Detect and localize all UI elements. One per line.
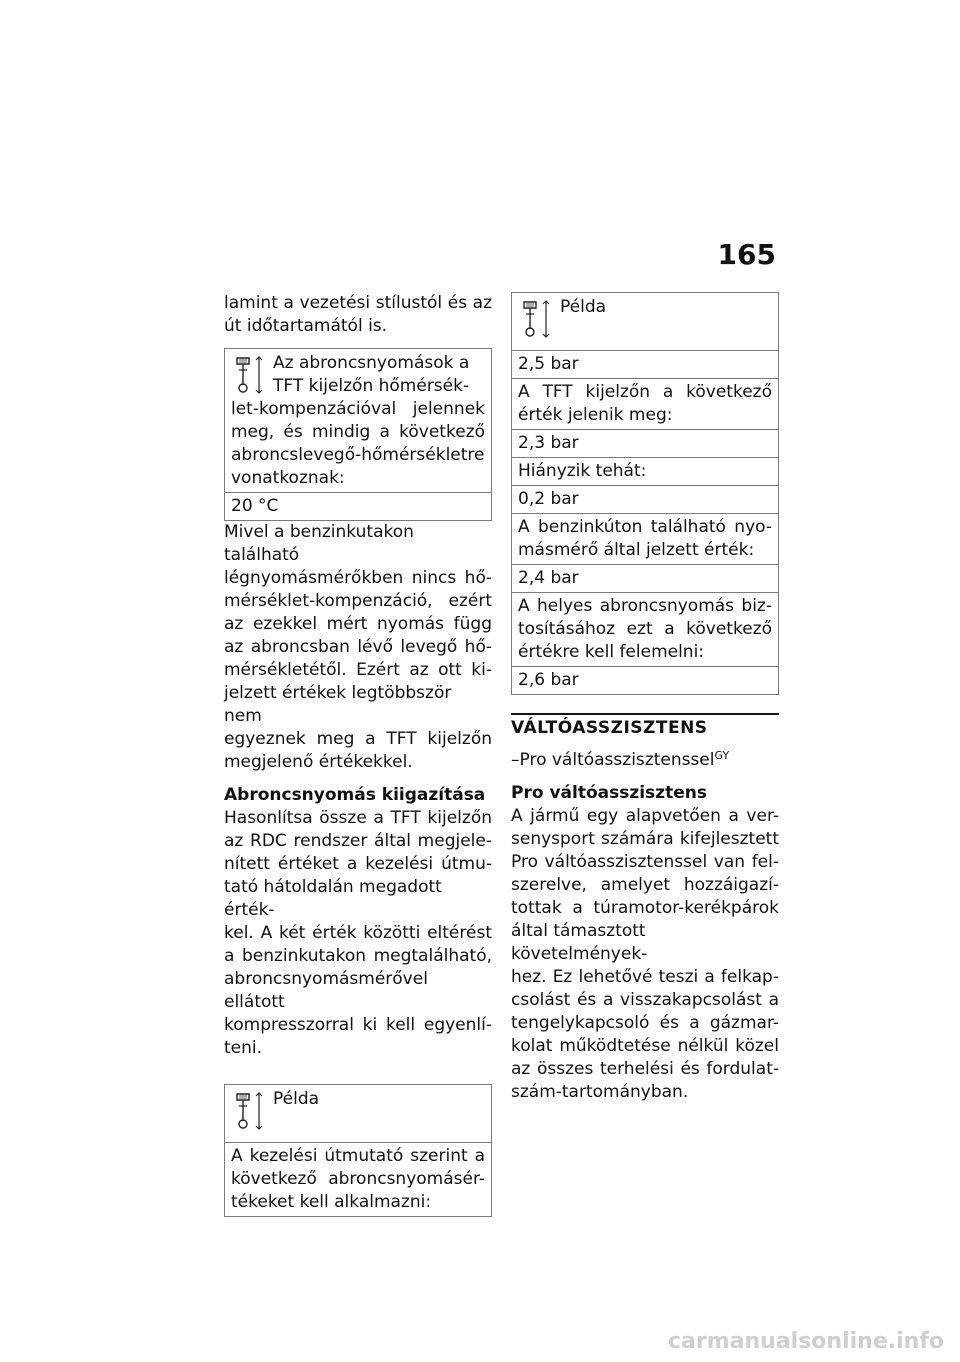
note-text-line: következő abroncsnyomásér- <box>231 1169 485 1189</box>
option-line <box>511 744 779 772</box>
note-header <box>225 1085 491 1142</box>
text-line: csolást és a visszakapcsolást a <box>511 990 779 1010</box>
tire-pressure-gauge-icon <box>233 355 267 395</box>
text-line: által támasztott követelmények- <box>511 921 648 964</box>
pressure-value: 2,5 bar <box>518 354 579 374</box>
text-line: Hasonlítsa össze a TFT kijelzőn <box>224 808 492 828</box>
text-line: Pro váltóasszisztenssel van fel- <box>511 852 779 872</box>
text-line: teni. <box>224 1038 263 1058</box>
text-line: kompresszorral ki kell egyenlí- <box>224 1015 492 1035</box>
text-line: az ezekkel mért nyomás függ <box>224 614 492 634</box>
text-line: szerelve, amelyet hozzáigazí- <box>511 875 779 895</box>
tire-pressure-gauge-icon <box>233 1091 267 1131</box>
note-text-row <box>512 592 778 666</box>
temperature-value: 20 °C <box>231 496 279 516</box>
section-subheading: Pro váltóasszisztens <box>511 783 707 803</box>
note-text-line: vonatkoznak: <box>231 468 345 488</box>
watermark-link[interactable]: carmanualsonline.info <box>668 1329 944 1354</box>
note-text-line: A helyes abroncsnyomás biz- <box>518 596 772 616</box>
text-line: az abroncsban lévő levegő hő- <box>224 637 492 657</box>
note-box-temperature <box>224 348 492 521</box>
text-line: jelzett értékek legtöbbször nem <box>224 683 452 726</box>
note-title: Példa <box>560 297 607 317</box>
pressure-value: 2,3 bar <box>518 433 579 453</box>
text-line: szám-tartományban. <box>511 1082 689 1102</box>
text-line: lamint a vezetési stílustól és az <box>224 293 492 313</box>
option-text: –Pro váltóasszisztenssel <box>511 750 715 770</box>
note-header <box>225 349 491 492</box>
shift-assistant-paragraph <box>511 782 779 1104</box>
section-divider <box>511 713 779 740</box>
note-text-line: A kezelési útmutató szerint a <box>231 1146 485 1166</box>
text-line: egyeznek meg a TFT kijelzőn <box>224 729 492 749</box>
pressure-value: 2,6 bar <box>518 670 579 690</box>
note-text-row <box>512 457 778 485</box>
text-line: Mivel a benzinkutakon található <box>224 522 414 565</box>
text-line: mérsékletétől. Ezért az ott ki- <box>224 660 492 680</box>
adjust-paragraph <box>224 784 492 1060</box>
note-text-line: értékre kell felemelni: <box>518 642 705 662</box>
text-line: út időtartamától is. <box>224 316 388 336</box>
text-line: kel. A két érték közötti eltérést <box>224 923 492 943</box>
note-text-line: A benzinkúton található nyo- <box>518 517 772 537</box>
value-row <box>512 485 778 513</box>
right-column <box>511 292 779 1114</box>
note-text-line: másmérő által jelzett érték: <box>518 540 755 560</box>
text-line: abroncsnyomásmérővel ellátott <box>224 969 428 1012</box>
text-line: a benzinkutakon megtalálható, <box>224 946 492 966</box>
note-header <box>512 293 778 350</box>
note-box-example-2 <box>511 292 779 695</box>
note-value-row <box>225 492 491 520</box>
text-line: senysport számára kifejlesztett <box>511 829 779 849</box>
intro-paragraph <box>224 292 492 338</box>
note-text-line: érték jelenik meg: <box>518 405 673 425</box>
value-row <box>512 666 778 694</box>
option-code: GY <box>714 749 730 762</box>
note-text-row <box>512 378 778 429</box>
note-text-line: tosításához ezt a következő <box>518 619 772 639</box>
pressure-value: 0,2 bar <box>518 489 579 509</box>
note-text-line: Hiányzik tehát: <box>518 461 647 481</box>
note-text-line: Az abroncsnyomások a <box>273 353 470 373</box>
text-line: az összes terhelési és fordulat- <box>511 1059 779 1079</box>
value-row <box>512 350 778 378</box>
note-box-example-1 <box>224 1084 492 1217</box>
temperature-paragraph <box>224 521 492 774</box>
note-text-line: TFT kijelzőn hőmérsék- <box>273 376 470 396</box>
note-text-line: meg, és mindig a következő <box>231 422 485 442</box>
text-line: kolat működtetése nélkül közel <box>511 1036 779 1056</box>
note-text-line: A TFT kijelzőn a következő <box>518 382 772 402</box>
text-line: az RDC rendszer által megjele- <box>224 831 492 851</box>
page-number: 165 <box>717 238 776 271</box>
value-row <box>512 564 778 592</box>
pressure-value: 2,4 bar <box>518 568 579 588</box>
section-subheading: Abroncsnyomás kiigazítása <box>224 785 486 805</box>
tire-pressure-gauge-icon <box>520 299 554 339</box>
note-text-row <box>225 1142 491 1216</box>
text-line: megjelenő értékekkel. <box>224 752 413 772</box>
note-text-line: abroncslevegő-hőmérsékletre <box>231 445 485 465</box>
note-text-row <box>512 513 778 564</box>
note-title: Példa <box>273 1089 320 1109</box>
value-row <box>512 429 778 457</box>
text-line: nített értéket a kezelési útmu- <box>224 854 492 874</box>
text-line: A jármű egy alapvetően a ver- <box>511 806 779 826</box>
note-text-line: tékeket kell alkalmazni: <box>231 1192 432 1212</box>
text-line: tató hátoldalán megadott érték- <box>224 877 442 920</box>
text-line: tengelykapcsoló és a gázmar- <box>511 1013 779 1033</box>
left-column <box>224 292 492 1217</box>
section-title: VÁLTÓASSZISZTENS <box>511 718 708 738</box>
note-text-line: let-kompenzációval jelennek <box>231 399 485 419</box>
text-line: tottak a túramotor-kerékpárok <box>511 898 779 918</box>
text-line: légnyomásmérőkben nincs hő- <box>224 568 492 588</box>
text-line: hez. Ez lehetővé teszi a felkap- <box>511 967 779 987</box>
text-line: mérséklet-kompenzáció, ezért <box>224 591 492 611</box>
